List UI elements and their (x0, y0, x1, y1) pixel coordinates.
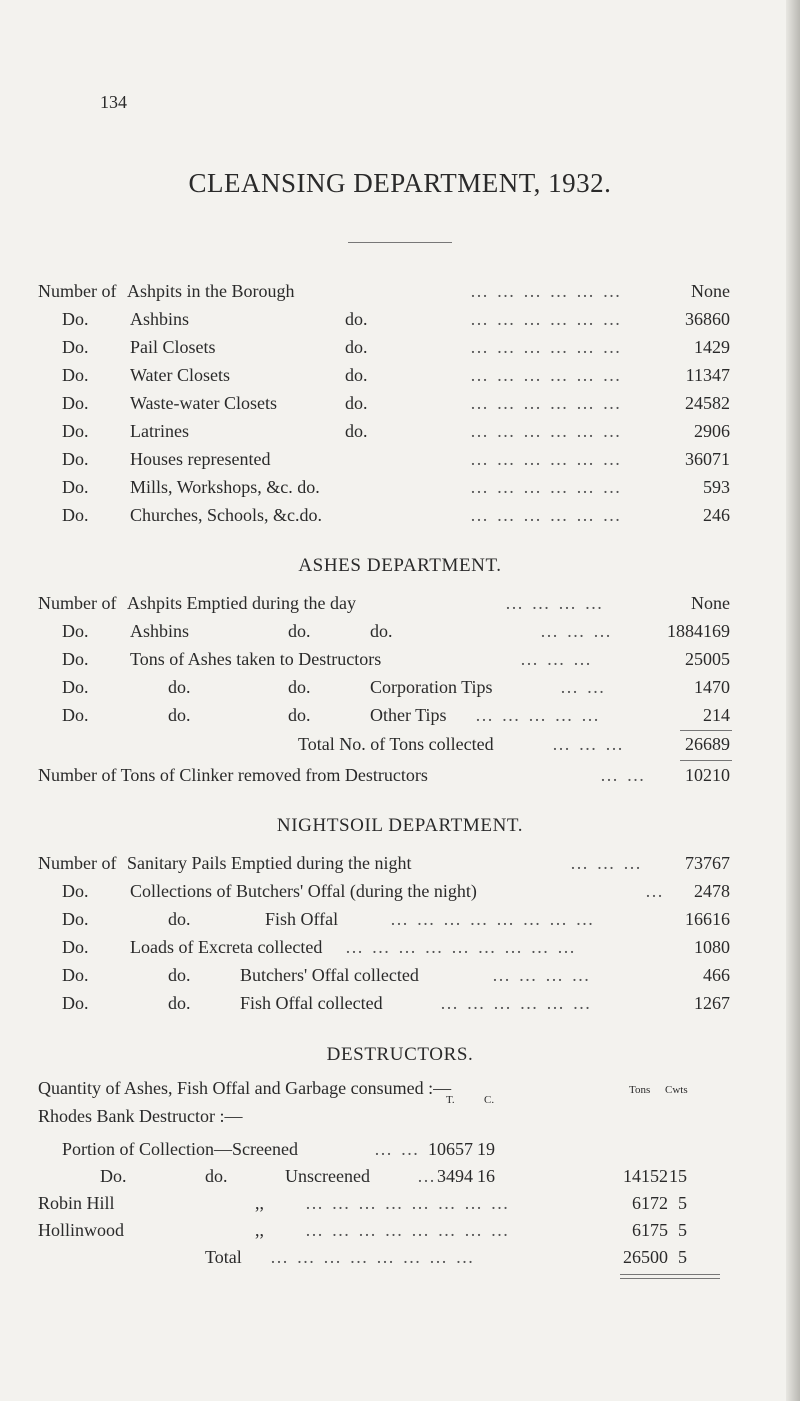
row-label: Ashpits in the Borough (127, 281, 295, 301)
ditto-mark: ,, (255, 1220, 264, 1240)
row-value: 1267 (694, 993, 730, 1013)
row-label: Loads of Excreta collected (130, 937, 323, 957)
unscreened-tons: 3494 (437, 1166, 473, 1186)
hollinwood-row (0, 1220, 800, 1246)
leader-dots: … … (560, 677, 607, 697)
ashbins-row (0, 309, 800, 335)
row-prefix: Number of (38, 593, 117, 613)
row-label: Total (205, 1247, 242, 1267)
row-value: 593 (703, 477, 730, 497)
row-do: do. (205, 1166, 228, 1186)
page-number: 134 (100, 92, 127, 112)
leader-dots: … … … … … … (470, 393, 623, 413)
row-prefix: Do. (62, 993, 89, 1013)
row-prefix: Do. (62, 393, 89, 413)
row-label: Water Closets (130, 365, 231, 385)
row-prefix: Do. (62, 965, 89, 985)
leader-dots: … … (600, 765, 647, 785)
row-value: 466 (703, 965, 730, 985)
row-prefix: Number of (38, 281, 117, 301)
leader-dots: … … … (552, 734, 625, 754)
row-prefix: Do. (62, 677, 89, 697)
row-prefix: Do. (62, 365, 89, 385)
row-value: 10210 (685, 765, 730, 785)
row-value: 2906 (694, 421, 730, 441)
butchers-offal-row (0, 881, 800, 907)
row-detail: Other Tips (370, 705, 447, 725)
row-value: 36071 (685, 449, 730, 469)
col-tons-header: Tons (629, 1084, 651, 1096)
row-prefix: Do. (62, 505, 89, 525)
row-label: Total No. of Tons collected (298, 734, 494, 754)
robin-hill-row (0, 1193, 800, 1219)
ashbins-emptied-row (0, 621, 800, 647)
row-prefix: Do. (62, 449, 89, 469)
row-value: 26689 (685, 734, 730, 754)
row-do: do. (345, 393, 368, 413)
houses-row (0, 449, 800, 475)
row-prefix: Do. (62, 309, 89, 329)
total-cwts: 5 (678, 1247, 687, 1267)
screened-row (0, 1139, 800, 1165)
unscreened-cwts: 16 (477, 1166, 495, 1186)
row-value: None (691, 593, 730, 613)
mills-row (0, 477, 800, 503)
row-value: None (691, 281, 730, 301)
row-label: do. (168, 993, 191, 1013)
ashpits-row (0, 281, 800, 307)
leader-dots: … … … … … … … … (305, 1193, 511, 1213)
screened-cwts: 19 (477, 1139, 495, 1159)
sum-rule (680, 730, 732, 731)
row-prefix: Do. (62, 337, 89, 357)
row-label: Waste-water Closets (130, 393, 278, 413)
other-tips-row (0, 705, 800, 731)
row-label: do. (168, 677, 191, 697)
row-label: Ashbins (130, 621, 190, 641)
excreta-row (0, 937, 800, 963)
row-do: do. (345, 365, 368, 385)
leader-dots: … … … … … (475, 705, 601, 725)
destructors-total-row (0, 1247, 800, 1273)
nightsoil-heading: NIGHTSOIL DEPARTMENT. (276, 815, 524, 836)
leader-dots: … … … … … … (470, 281, 623, 301)
row-label: Mills, Workshops, &c. do. (130, 477, 320, 497)
leader-dots: … … … (540, 621, 613, 641)
leader-dots: … … … … … … … … … (345, 937, 577, 957)
col-c-header: C. (484, 1094, 495, 1106)
row-label: Sanitary Pails Emptied during the night (127, 853, 412, 873)
leader-dots: … … … (570, 853, 643, 873)
page-title: CLEANSING DEPARTMENT, 1932. (188, 168, 612, 198)
row-do: do. (288, 705, 311, 725)
tons-to-destructors-row (0, 649, 800, 675)
row-do: do. (345, 309, 368, 329)
leader-dots: … … … … (505, 593, 605, 613)
total-tons: 26500 (623, 1247, 668, 1267)
row-value: 25005 (685, 649, 730, 669)
row-label: do. (168, 705, 191, 725)
leader-dots: … (417, 1166, 437, 1186)
corporation-tips-row (0, 677, 800, 703)
churches-row (0, 505, 800, 531)
intro-text: Quantity of Ashes, Fish Offal and Garbage consumed :— (38, 1078, 452, 1098)
leader-dots: … … … (520, 649, 593, 669)
col-t-header: T. (446, 1094, 455, 1106)
row-label: Hollinwood (38, 1220, 125, 1240)
leader-dots: … … … … … … (470, 477, 623, 497)
leader-dots: … … … … … … (470, 337, 623, 357)
row-prefix: Do. (62, 881, 89, 901)
leader-dots: … … … … … … (440, 993, 593, 1013)
row-value: 1470 (694, 677, 730, 697)
row-label: do. (168, 909, 191, 929)
row-detail: Butchers' Offal collected (240, 965, 419, 985)
rhodes-tons: 14152 (623, 1166, 668, 1186)
leader-dots: … (645, 881, 665, 901)
row-value: 73767 (685, 853, 730, 873)
row-prefix: Do. (62, 937, 89, 957)
waste-water-closets-row (0, 393, 800, 419)
row-detail: Fish Offal collected (240, 993, 383, 1013)
row-prefix: Do. (62, 477, 89, 497)
latrines-row (0, 421, 800, 447)
row-label: Latrines (130, 421, 189, 441)
leader-dots: … … … … … … (470, 449, 623, 469)
ashes-heading: ASHES DEPARTMENT. (298, 555, 502, 576)
leader-dots: … … … … … … (470, 505, 623, 525)
row-value: 24582 (685, 393, 730, 413)
row-do: do. (288, 677, 311, 697)
row-label: Ashbins (130, 309, 190, 329)
ditto-mark: ,, (255, 1193, 264, 1213)
row-label: Collections of Butchers' Offal (during the night) (130, 881, 477, 901)
total-tons-row (0, 734, 800, 760)
row-value: 36860 (685, 309, 730, 329)
row-prefix: Do. (62, 909, 89, 929)
row-do: do. (345, 421, 368, 441)
ashpits-emptied-row (0, 593, 800, 619)
screened-tons: 10657 (428, 1139, 473, 1159)
row-detail: Corporation Tips (370, 677, 493, 697)
row-value: 246 (703, 505, 730, 525)
title-divider (348, 242, 452, 243)
rhodes-cwts: 15 (669, 1166, 687, 1186)
row-value: 16616 (685, 909, 730, 929)
row-value: 11347 (685, 365, 730, 385)
row-value: 1080 (694, 937, 730, 957)
fish-offal-row (0, 909, 800, 935)
leader-dots: … … (374, 1139, 421, 1159)
row-label: Tons of Ashes taken to Destructors (130, 649, 382, 669)
leader-dots: … … … … … … (470, 421, 623, 441)
pail-closets-row (0, 337, 800, 363)
leader-dots: … … … … (492, 965, 592, 985)
sanitary-pails-row (0, 853, 800, 879)
total-rule (680, 760, 732, 761)
row-label: Unscreened (285, 1166, 370, 1186)
row-prefix: Do. (62, 705, 89, 725)
row-do: do. (370, 621, 393, 641)
butchers-offal-collected-row (0, 965, 800, 991)
destructors-heading: DESTRUCTORS. (326, 1044, 474, 1065)
row-label: Houses represented (130, 449, 271, 469)
row-prefix: Number of (38, 853, 117, 873)
robin-tons: 6172 (632, 1193, 668, 1213)
row-value: 1884169 (667, 621, 730, 641)
row-prefix: Do. (62, 649, 89, 669)
robin-cwts: 5 (678, 1193, 687, 1213)
leader-dots: … … … … … … … … (390, 909, 596, 929)
unscreened-row (0, 1166, 800, 1192)
fish-offal-collected-row (0, 993, 800, 1019)
row-prefix: Do. (100, 1166, 127, 1186)
final-rule-2 (620, 1278, 720, 1279)
col-cwts-header: Cwts (665, 1084, 688, 1096)
row-label: Churches, Schools, &c.do. (130, 505, 322, 525)
holl-tons: 6175 (632, 1220, 668, 1240)
rhodes-label: Rhodes Bank Destructor :— (38, 1106, 243, 1126)
final-rule-1 (620, 1274, 720, 1275)
water-closets-row (0, 365, 800, 391)
row-label: Pail Closets (130, 337, 216, 357)
row-do: do. (288, 621, 311, 641)
row-value: 2478 (694, 881, 730, 901)
holl-cwts: 5 (678, 1220, 687, 1240)
leader-dots: … … … … … … (470, 309, 623, 329)
leader-dots: … … … … … … … … (305, 1220, 511, 1240)
leader-dots: … … … … … … (470, 365, 623, 385)
rhodes-label-row (0, 1106, 800, 1132)
row-value: 214 (703, 705, 730, 725)
clinker-row (0, 765, 800, 791)
row-prefix: Do. (62, 421, 89, 441)
row-label: Robin Hill (38, 1193, 115, 1213)
row-value: 1429 (694, 337, 730, 357)
row-label: do. (168, 965, 191, 985)
row-label: Ashpits Emptied during the day (127, 593, 356, 613)
leader-dots: … … … … … … … … (270, 1247, 476, 1267)
row-do: do. (345, 337, 368, 357)
row-prefix: Do. (62, 621, 89, 641)
row-detail: Fish Offal (265, 909, 339, 929)
row-label: Number of Tons of Clinker removed from Destructors (38, 765, 428, 785)
row-label: Portion of Collection—Screened (62, 1139, 298, 1159)
